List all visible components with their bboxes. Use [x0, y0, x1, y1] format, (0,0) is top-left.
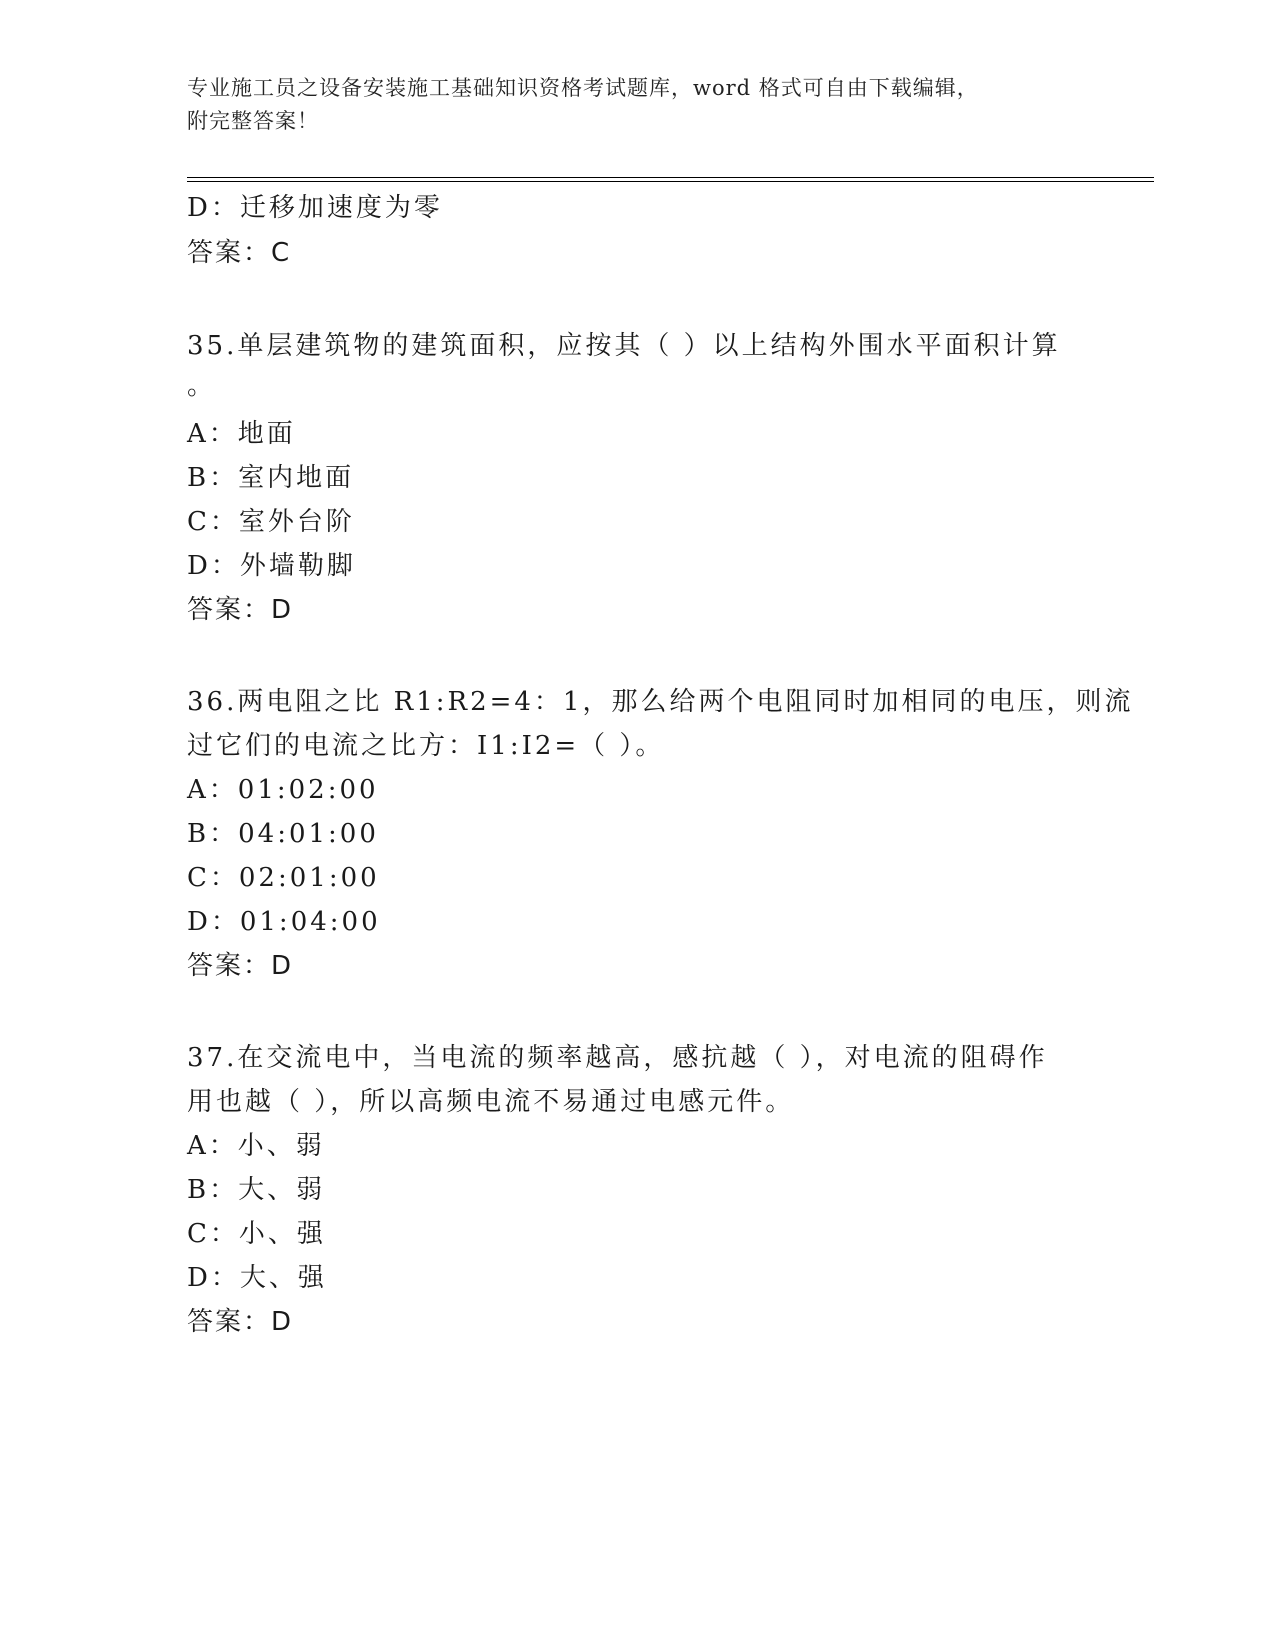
- q36-answer: 答案：D: [187, 951, 294, 981]
- q35-stem-line-1: 35.单层建筑物的建筑面积，应按其（ ）以上结构外围水平面积计算: [187, 331, 1061, 361]
- q35-stem-line-2: 。: [187, 371, 217, 401]
- header-line-1: 专业施工员之设备安装施工基础知识资格考试题库，word 格式可自由下载编辑，: [187, 76, 979, 100]
- q37-stem-line-2: 用也越（ ），所以高频电流不易通过电感元件。: [187, 1087, 795, 1117]
- prev-option-d: D：迁移加速度为零: [187, 193, 443, 223]
- q37-option-a: A：小、弱: [187, 1131, 325, 1161]
- q36-option-c: C：02:01:00: [187, 863, 380, 893]
- q35-option-b: B：室内地面: [187, 463, 355, 493]
- header-line-2: 附完整答案！: [187, 109, 319, 133]
- q36-option-d: D：01:04:00: [187, 907, 381, 937]
- q35-option-a: A：地面: [187, 419, 296, 449]
- q36-option-a: A：01:02:00: [187, 775, 379, 805]
- document-header: [187, 72, 1067, 138]
- q35-option-c: C：室外台阶: [187, 507, 355, 537]
- q37-answer: 答案：D: [187, 1307, 294, 1337]
- q37-option-c: C：小、强: [187, 1219, 326, 1249]
- q37-stem-line-1: 37.在交流电中，当电流的频率越高，感抗越（ ），对电流的阻碍作: [187, 1043, 1048, 1073]
- q36-stem-line-2: 过它们的电流之比方：I1:I2=（ ）。: [187, 731, 665, 761]
- header-divider-bottom: [187, 181, 1154, 182]
- q36-option-b: B：04:01:00: [187, 819, 379, 849]
- q35-answer: 答案：D: [187, 595, 294, 625]
- prev-answer: 答案：C: [187, 238, 292, 268]
- q37-option-b: B：大、弱: [187, 1175, 326, 1205]
- q37-option-d: D：大、强: [187, 1263, 327, 1293]
- header-divider-top: [187, 177, 1154, 178]
- q36-stem-line-1: 36.两电阻之比 R1:R2=4：1，那么给两个电阻同时加相同的电压，则流: [187, 687, 1134, 717]
- q35-option-d: D：外墙勒脚: [187, 551, 356, 581]
